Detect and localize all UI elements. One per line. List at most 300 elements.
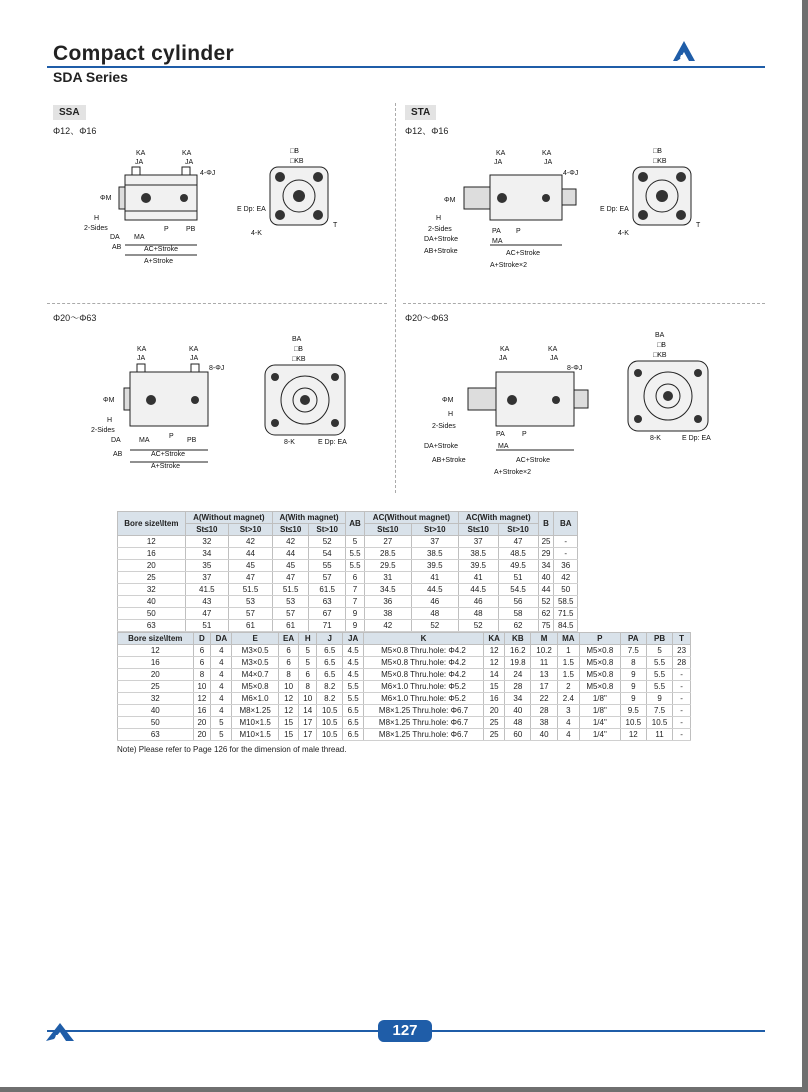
- svg-text:8-ΦJ: 8-ΦJ: [209, 365, 225, 372]
- table-cell: 1.5: [557, 657, 579, 669]
- table-cell: 63: [309, 596, 346, 608]
- table-cell: 35: [185, 560, 228, 572]
- svg-text:ΦM: ΦM: [103, 397, 115, 404]
- svg-text:PA: PA: [496, 431, 505, 438]
- svg-text:A+Stroke: A+Stroke: [151, 463, 180, 470]
- table-cell: 37: [458, 536, 498, 548]
- svg-text:MA: MA: [498, 443, 509, 450]
- table-cell: 32: [118, 584, 186, 596]
- table-cell: 10: [193, 681, 211, 693]
- svg-text:KA: KA: [548, 346, 558, 353]
- table-cell: 25: [484, 729, 505, 741]
- sta-small-side-drawing: [420, 145, 580, 275]
- column-header: E: [232, 633, 278, 645]
- table-cell: 6.5: [317, 657, 343, 669]
- table-cell: 41: [411, 572, 458, 584]
- svg-text:ΦM: ΦM: [442, 397, 454, 404]
- table-cell: 8: [620, 657, 646, 669]
- table-cell: 5.5: [646, 669, 672, 681]
- table-cell: 41.5: [185, 584, 228, 596]
- footer-brand-logo: [44, 1022, 78, 1042]
- table-cell: M5×0.8: [579, 681, 620, 693]
- svg-text:2-Sides: 2-Sides: [91, 427, 115, 434]
- svg-text:□KB: □KB: [292, 356, 306, 363]
- svg-text:JA: JA: [494, 159, 503, 166]
- table-row: [118, 596, 578, 608]
- table-cell: 4: [211, 657, 232, 669]
- column-header: K: [363, 633, 483, 645]
- svg-text:DA+Stroke: DA+Stroke: [424, 236, 459, 243]
- svg-text:□B: □B: [294, 346, 303, 353]
- table-cell: 5: [211, 729, 232, 741]
- table-cell: 5.5: [343, 693, 364, 705]
- table-cell: 10.5: [620, 717, 646, 729]
- sta-large-front-drawing: [610, 328, 750, 448]
- table-cell: 51: [185, 620, 228, 632]
- table-cell: 4: [211, 669, 232, 681]
- table-cell: 25: [118, 572, 186, 584]
- table-cell: 5: [299, 645, 317, 657]
- table-cell: 7: [346, 596, 365, 608]
- table-cell: 8.2: [317, 693, 343, 705]
- svg-text:□B: □B: [653, 148, 662, 155]
- table-cell: 16: [118, 548, 186, 560]
- table-cell: M5×0.8 Thru.hole: Φ4.2: [363, 657, 483, 669]
- svg-text:ΦM: ΦM: [444, 197, 456, 204]
- table-cell: 50: [118, 608, 186, 620]
- svg-text:A+Stroke: A+Stroke: [144, 258, 173, 265]
- svg-text:E Dp: EA: E Dp: EA: [600, 206, 629, 213]
- table-cell: 42: [364, 620, 411, 632]
- table-cell: 84.5: [554, 620, 578, 632]
- table-cell: 15: [278, 729, 299, 741]
- table-cell: -: [673, 693, 691, 705]
- table-cell: 6.5: [317, 645, 343, 657]
- svg-text:8-K: 8-K: [650, 435, 661, 442]
- table-cell: 5.5: [346, 560, 365, 572]
- table-cell: 6.5: [343, 705, 364, 717]
- svg-text:E Dp: EA: E Dp: EA: [318, 439, 347, 446]
- table-cell: 16: [193, 705, 211, 717]
- dimension-table-1: Bore size\Item A(Without magnet) A(With magnet) AB AC(Without magnet) AC(With magnet) B BA St≤10 St>10 St≤10 St>10 St≤10 St>10 St≤10 St>10 12 32 42 42 52 5 27 37 37 47 25 - 16 34 44 44 54 5.5 28.5 38.5 38.5 48.5 29 - 20 35 45 45 55 5.5 29.5 39.5 39.5 49.5 34 36 25 37 47 47 57 6 31 41 41 51 40 42 32 41.5 51.5 51.5 61.5 7 34.5 44.5 44.5 54.5 44 50 40 43 53 53 63 7 36 46 46 56 52 58.5 50 47 57 57 67 9 38 48 48 58 62 71.5 63 51 61 61 71 9 42 52 52 62 75 84.5: [117, 511, 578, 632]
- table-cell: 8: [193, 669, 211, 681]
- svg-text:H: H: [448, 411, 454, 418]
- table-cell: 52: [538, 596, 554, 608]
- svg-text:H: H: [107, 417, 113, 424]
- ssa-small-range: Φ12、Φ16: [53, 126, 97, 136]
- svg-text:JA: JA: [185, 159, 194, 166]
- table-cell: 45: [272, 560, 308, 572]
- table-cell: M4×0.7: [232, 669, 278, 681]
- table-cell: 52: [411, 620, 458, 632]
- table-cell: 71.5: [554, 608, 578, 620]
- table-cell: 2: [557, 681, 579, 693]
- table-cell: M8×1.25 Thru.hole: Φ6.7: [363, 717, 483, 729]
- page-number: 127: [378, 1020, 432, 1042]
- table-cell: 6: [278, 657, 299, 669]
- svg-text:AB: AB: [112, 244, 122, 251]
- table-row: [118, 717, 691, 729]
- table-cell: M5×0.8: [232, 681, 278, 693]
- table-cell: 11: [646, 729, 672, 741]
- svg-text:4-K: 4-K: [251, 230, 262, 237]
- table-cell: 61: [229, 620, 273, 632]
- svg-text:□KB: □KB: [653, 352, 667, 359]
- table-cell: 51: [498, 572, 538, 584]
- table1-body: [118, 536, 578, 632]
- table-cell: 7.5: [620, 645, 646, 657]
- table-cell: 10: [299, 693, 317, 705]
- svg-text:H: H: [94, 215, 100, 222]
- svg-text:AC+Stroke: AC+Stroke: [151, 451, 186, 458]
- sta-small-range: Φ12、Φ16: [405, 126, 449, 136]
- table-cell: 63: [118, 620, 186, 632]
- svg-text:E Dp: EA: E Dp: EA: [237, 206, 266, 213]
- table-cell: 12: [278, 705, 299, 717]
- page-title: Compact cylinder: [53, 42, 235, 65]
- table-cell: 47: [229, 572, 273, 584]
- table-cell: M3×0.5: [232, 645, 278, 657]
- column-header: EA: [278, 633, 299, 645]
- table-cell: 46: [458, 596, 498, 608]
- table-cell: 47: [498, 536, 538, 548]
- table-cell: 36: [554, 560, 578, 572]
- table-cell: 25: [484, 717, 505, 729]
- table-cell: 6: [193, 645, 211, 657]
- table-cell: 28: [531, 705, 557, 717]
- table-cell: 42: [229, 536, 273, 548]
- svg-text:MA: MA: [492, 238, 503, 245]
- table-cell: 17: [299, 717, 317, 729]
- table-cell: 44: [538, 584, 554, 596]
- table-cell: 48.5: [498, 548, 538, 560]
- table-cell: 5.5: [346, 548, 365, 560]
- table-cell: 37: [185, 572, 228, 584]
- svg-text:KA: KA: [137, 346, 147, 353]
- svg-text:2-Sides: 2-Sides: [84, 225, 108, 232]
- ssa-section-tag: SSA: [53, 105, 86, 120]
- table-cell: 57: [309, 572, 346, 584]
- table-cell: 46: [411, 596, 458, 608]
- table-cell: 1: [557, 645, 579, 657]
- table-cell: 6: [299, 669, 317, 681]
- table-cell: 4: [211, 705, 232, 717]
- table-cell: 44.5: [458, 584, 498, 596]
- svg-text:KA: KA: [496, 150, 506, 157]
- table-cell: 4: [211, 693, 232, 705]
- table-cell: 42: [554, 572, 578, 584]
- table-cell: 28.5: [364, 548, 411, 560]
- table-cell: 10.5: [317, 717, 343, 729]
- table-cell: 63: [118, 729, 194, 741]
- table-row: [118, 572, 578, 584]
- table-cell: M5×0.8: [579, 657, 620, 669]
- svg-text:BA: BA: [655, 332, 665, 339]
- table-cell: 60: [505, 729, 531, 741]
- table-cell: 53: [229, 596, 273, 608]
- table-cell: 4: [211, 645, 232, 657]
- table-cell: 6: [278, 645, 299, 657]
- table-cell: -: [554, 548, 578, 560]
- table-cell: 5: [646, 645, 672, 657]
- header-rule: [47, 66, 765, 68]
- table-cell: 14: [484, 669, 505, 681]
- column-header: M: [531, 633, 557, 645]
- table-cell: 48: [505, 717, 531, 729]
- table-cell: 10.5: [317, 705, 343, 717]
- table-cell: 10.5: [646, 717, 672, 729]
- table-cell: 23: [673, 645, 691, 657]
- table-cell: M6×1.0 Thru.hole: Φ5.2: [363, 681, 483, 693]
- table-cell: 4.5: [343, 645, 364, 657]
- table-cell: 3: [557, 705, 579, 717]
- table-cell: 29: [538, 548, 554, 560]
- svg-text:4-K: 4-K: [618, 230, 629, 237]
- table-cell: M6×1.0 Thru.hole: Φ5.2: [363, 693, 483, 705]
- table-cell: 71: [309, 620, 346, 632]
- table-cell: 4: [557, 729, 579, 741]
- table-cell: 38.5: [411, 548, 458, 560]
- table-cell: 9: [346, 620, 365, 632]
- column-header: T: [673, 633, 691, 645]
- footnote: Note) Please refer to Page 126 for the dimension of male thread.: [117, 745, 347, 754]
- svg-text:AB+Stroke: AB+Stroke: [432, 457, 466, 464]
- table-cell: M8×1.25 Thru.hole: Φ6.7: [363, 729, 483, 741]
- table-cell: 28: [505, 681, 531, 693]
- table-cell: 34: [505, 693, 531, 705]
- table-row: [118, 729, 691, 741]
- column-header: KB: [505, 633, 531, 645]
- table-cell: 8: [299, 681, 317, 693]
- column-header: Bore size\Item: [118, 633, 194, 645]
- svg-text:MA: MA: [134, 234, 145, 241]
- svg-text:JA: JA: [499, 355, 508, 362]
- table-cell: 37: [411, 536, 458, 548]
- page-frame-right: [802, 0, 808, 1092]
- table-cell: 31: [364, 572, 411, 584]
- table-cell: 32: [118, 693, 194, 705]
- svg-text:8-K: 8-K: [284, 439, 295, 446]
- svg-text:E Dp: EA: E Dp: EA: [682, 435, 711, 442]
- column-header: PB: [646, 633, 672, 645]
- table-cell: 42: [272, 536, 308, 548]
- table-cell: 22: [531, 693, 557, 705]
- table-cell: 1/8": [579, 705, 620, 717]
- table-cell: 56: [498, 596, 538, 608]
- table-cell: 50: [118, 717, 194, 729]
- table-row: [118, 608, 578, 620]
- table-row: [118, 645, 691, 657]
- sta-section-tag: STA: [405, 105, 436, 120]
- table-cell: 1.5: [557, 669, 579, 681]
- table-row: [118, 548, 578, 560]
- column-header: DA: [211, 633, 232, 645]
- table-cell: 54: [309, 548, 346, 560]
- table-cell: 10: [278, 681, 299, 693]
- table-cell: 52: [309, 536, 346, 548]
- table-cell: 7.5: [646, 705, 672, 717]
- table-cell: 52: [458, 620, 498, 632]
- sta-large-side-drawing: [420, 340, 590, 480]
- table-row: [118, 536, 578, 548]
- svg-text:JA: JA: [137, 355, 146, 362]
- table-cell: 20: [118, 669, 194, 681]
- table-cell: 58.5: [554, 596, 578, 608]
- table-cell: M8×1.25: [232, 705, 278, 717]
- table-cell: 67: [309, 608, 346, 620]
- table-cell: -: [673, 705, 691, 717]
- table-cell: M8×1.25 Thru.hole: Φ6.7: [363, 705, 483, 717]
- table-cell: 6: [193, 657, 211, 669]
- table-cell: M5×0.8 Thru.hole: Φ4.2: [363, 669, 483, 681]
- table-cell: M5×0.8: [579, 669, 620, 681]
- ssa-large-front-drawing: [240, 332, 370, 452]
- table-cell: 38: [364, 608, 411, 620]
- column-header: D: [193, 633, 211, 645]
- table-cell: 6: [346, 572, 365, 584]
- svg-text:P: P: [169, 433, 174, 440]
- table-cell: 44.5: [411, 584, 458, 596]
- table2-body: [118, 645, 691, 741]
- table-cell: 5: [346, 536, 365, 548]
- table-cell: 53: [272, 596, 308, 608]
- page-subtitle: SDA Series: [53, 69, 128, 85]
- column-header: P: [579, 633, 620, 645]
- svg-text:DA+Stroke: DA+Stroke: [424, 443, 459, 450]
- table-cell: M10×1.5: [232, 729, 278, 741]
- svg-text:□B: □B: [657, 342, 666, 349]
- table-cell: 57: [229, 608, 273, 620]
- svg-text:□KB: □KB: [290, 158, 304, 165]
- svg-text:P: P: [516, 228, 521, 235]
- horizontal-divider-right: [403, 303, 765, 304]
- svg-text:ΦM: ΦM: [100, 195, 112, 202]
- table-cell: 27: [364, 536, 411, 548]
- horizontal-divider-left: [47, 303, 387, 304]
- table-cell: 10.5: [317, 729, 343, 741]
- table-cell: 12: [193, 693, 211, 705]
- table-cell: 39.5: [411, 560, 458, 572]
- table-cell: -: [554, 536, 578, 548]
- table-cell: 16: [118, 657, 194, 669]
- svg-text:KA: KA: [500, 346, 510, 353]
- table-cell: 1/4": [579, 717, 620, 729]
- svg-text:KA: KA: [182, 150, 192, 157]
- table-cell: 1/4": [579, 729, 620, 741]
- svg-text:PB: PB: [187, 437, 197, 444]
- svg-text:AC+Stroke: AC+Stroke: [144, 246, 179, 253]
- table-cell: 14: [299, 705, 317, 717]
- table-cell: 20: [484, 705, 505, 717]
- column-header: KA: [484, 633, 505, 645]
- table-cell: 5: [211, 717, 232, 729]
- table-cell: 40: [118, 596, 186, 608]
- table-cell: -: [673, 681, 691, 693]
- svg-text:□B: □B: [290, 148, 299, 155]
- svg-text:JA: JA: [544, 159, 553, 166]
- table-cell: 40: [538, 572, 554, 584]
- table-cell: 44: [229, 548, 273, 560]
- table-cell: 8: [278, 669, 299, 681]
- table-cell: -: [673, 669, 691, 681]
- table-cell: 25: [538, 536, 554, 548]
- table-cell: 17: [531, 681, 557, 693]
- table-row: [118, 669, 691, 681]
- table-cell: M3×0.5: [232, 657, 278, 669]
- ssa-small-label-ka: KA: [136, 150, 146, 157]
- table-cell: 9: [346, 608, 365, 620]
- table-cell: 61.5: [309, 584, 346, 596]
- table-cell: 15: [278, 717, 299, 729]
- table-cell: 4: [211, 681, 232, 693]
- table-cell: 6.5: [343, 717, 364, 729]
- table-cell: 12: [484, 657, 505, 669]
- table-cell: 57: [272, 608, 308, 620]
- table-cell: 40: [505, 705, 531, 717]
- svg-text:P: P: [164, 226, 169, 233]
- table-cell: 29.5: [364, 560, 411, 572]
- bore-header: Bore size\Item: [118, 512, 186, 536]
- column-header: J: [317, 633, 343, 645]
- svg-text:KA: KA: [542, 150, 552, 157]
- table-cell: 20: [193, 729, 211, 741]
- table-cell: 2.4: [557, 693, 579, 705]
- svg-text:4-ΦJ: 4-ΦJ: [200, 170, 216, 177]
- column-header: PA: [620, 633, 646, 645]
- table-cell: 51.5: [229, 584, 273, 596]
- table-cell: 47: [272, 572, 308, 584]
- page-frame-bottom: [0, 1087, 808, 1092]
- table-cell: 16.2: [505, 645, 531, 657]
- table-cell: 13: [531, 669, 557, 681]
- table-cell: 1/8": [579, 693, 620, 705]
- table-cell: 48: [411, 608, 458, 620]
- table-cell: 8.2: [317, 681, 343, 693]
- table-cell: 51.5: [272, 584, 308, 596]
- ssa-large-range: Φ20～Φ63: [53, 313, 97, 323]
- table-cell: 19.8: [505, 657, 531, 669]
- svg-text:JA: JA: [190, 355, 199, 362]
- table-row: [118, 620, 578, 632]
- table-cell: 12: [118, 645, 194, 657]
- table2-header-row: [118, 633, 691, 645]
- svg-text:DA: DA: [111, 437, 121, 444]
- svg-text:AB: AB: [113, 451, 123, 458]
- svg-text:H: H: [436, 215, 442, 222]
- table-cell: 39.5: [458, 560, 498, 572]
- column-header: MA: [557, 633, 579, 645]
- table-cell: 12: [620, 729, 646, 741]
- svg-text:A+Stroke×2: A+Stroke×2: [494, 469, 531, 476]
- table-cell: 36: [364, 596, 411, 608]
- column-header: H: [299, 633, 317, 645]
- svg-text:8-ΦJ: 8-ΦJ: [567, 365, 583, 372]
- svg-text:MA: MA: [139, 437, 150, 444]
- svg-text:JA: JA: [550, 355, 559, 362]
- table-cell: 40: [531, 729, 557, 741]
- table-cell: 28: [673, 657, 691, 669]
- table-cell: 49.5: [498, 560, 538, 572]
- table-cell: 6.5: [343, 729, 364, 741]
- ssa-small-side-drawing: [80, 145, 216, 270]
- table-cell: 11: [531, 657, 557, 669]
- table-cell: 5.5: [646, 657, 672, 669]
- svg-text:PB: PB: [186, 226, 196, 233]
- table-cell: 6.5: [317, 669, 343, 681]
- table-cell: 17: [299, 729, 317, 741]
- svg-text:DA: DA: [110, 234, 120, 241]
- table-cell: 12: [278, 693, 299, 705]
